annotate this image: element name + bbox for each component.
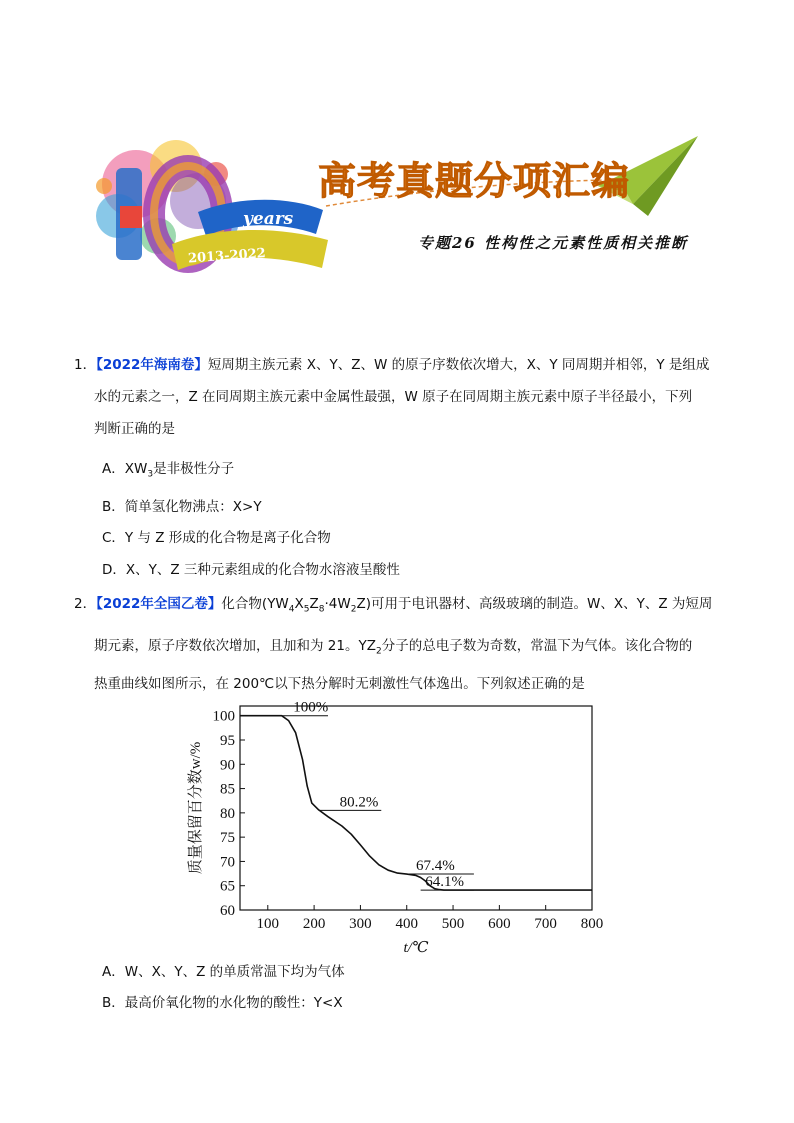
y-tick-label: 60	[220, 903, 235, 919]
q2-source: 【2022年全国乙卷】	[96, 596, 222, 612]
q1-option-a-text: A．XW	[102, 461, 148, 477]
y-tick-label: 90	[220, 757, 235, 774]
q1-text1: 短周期主族元素 X、Y、Z、W 的原子序数依次增大，X、Y 同周期并相邻，Y 是组成	[207, 357, 710, 373]
x-tick-label: 600	[488, 916, 511, 932]
annotation-label: 100%	[293, 700, 329, 716]
q1-option-a-text2: 是非极性分子	[153, 461, 235, 477]
y-tick-label: 85	[220, 781, 235, 798]
q1-option-a-sub: 3	[147, 469, 154, 480]
q2-line3: 热重曲线如图所示，在 200℃以下热分解时无刺激性气体逸出。下列叙述正确的是	[94, 676, 585, 692]
q2-sub5: 2	[375, 646, 382, 657]
y-tick-label: 70	[220, 854, 235, 871]
q2-sub1: 4	[288, 604, 295, 615]
y-tick-label: 65	[220, 878, 235, 895]
q2-text2a: 期元素，原子序数依次增加，且加和为 21。YZ	[94, 638, 376, 654]
q2-line2	[94, 636, 692, 662]
annotation-label: 64.1%	[425, 874, 465, 891]
q2-text2b: 分子的总电子数为奇数，常温下为气体。该化合物的	[381, 638, 693, 654]
q1-number: 1．	[74, 357, 97, 373]
q1-source: 【2022年海南卷】	[96, 357, 208, 373]
years-word: years	[243, 209, 294, 229]
q2-number: 2．	[74, 596, 97, 612]
x-tick-label: 500	[441, 916, 465, 932]
q1-option-b[interactable]: B．简单氢化物沸点：X>Y	[102, 499, 262, 515]
y-tick-label: 95	[220, 733, 235, 749]
q2-formula-c: Z	[309, 596, 319, 612]
x-tick-label: 200	[302, 916, 326, 932]
q2-formula-d: ·4W	[324, 596, 351, 612]
y-tick-label: 100	[212, 708, 235, 725]
q2-formula-b: X	[294, 596, 304, 612]
q1-line3: 判断正确的是	[94, 421, 175, 437]
q2-text1: Z)可用于电讯器材、高级玻璃的制造。W、X、Y、Z 为短周	[356, 596, 713, 612]
year-range: 2013-2022	[187, 246, 267, 267]
y-tick-label: 75	[220, 830, 235, 847]
q1-option-c[interactable]: C．Y 与 Z 形成的化合物是离子化合物	[102, 530, 331, 546]
q1-option-a[interactable]	[102, 457, 234, 480]
q1-line2: 水的元素之一，Z 在同周期主族元素中金属性最强，W 原子在同周期主族元素中原子半径最小，下列	[94, 389, 693, 405]
q2-sub4: 2	[350, 604, 357, 615]
x-tick-label: 700	[534, 916, 557, 932]
q2-line1	[74, 594, 712, 620]
x-axis-label: t/℃	[403, 940, 429, 956]
x-tick-label: 100	[256, 916, 280, 932]
q1-line1	[74, 355, 709, 375]
q2-formula-a: 化合物(YW	[221, 596, 289, 612]
q2-sub3: 8	[318, 604, 325, 615]
x-tick-label: 400	[395, 916, 418, 932]
q2-option-a[interactable]: A．W、X、Y、Z 的单质常温下均为气体	[102, 964, 345, 980]
plot-frame	[240, 706, 592, 910]
banner-title: 高考真题分项汇编	[318, 158, 631, 203]
annotation-label: 67.4%	[416, 858, 455, 875]
q1-option-d[interactable]: D．X、Y、Z 三种元素组成的化合物水溶液呈酸性	[102, 562, 400, 578]
y-tick-label: 80	[220, 805, 235, 822]
x-tick-label: 800	[580, 916, 604, 932]
banner-subtitle: 专题26 性构性之元素性质相关推断	[418, 234, 689, 252]
thermogravimetric-chart	[180, 700, 620, 960]
y-axis-label: 质量保留百分数w/%	[188, 741, 204, 875]
q2-option-b[interactable]: B．最高价氧化物的水化物的酸性：Y<X	[102, 995, 343, 1011]
annotation-label: 80.2%	[339, 794, 379, 811]
x-tick-label: 300	[349, 916, 372, 932]
q2-sub2: 5	[303, 604, 310, 615]
